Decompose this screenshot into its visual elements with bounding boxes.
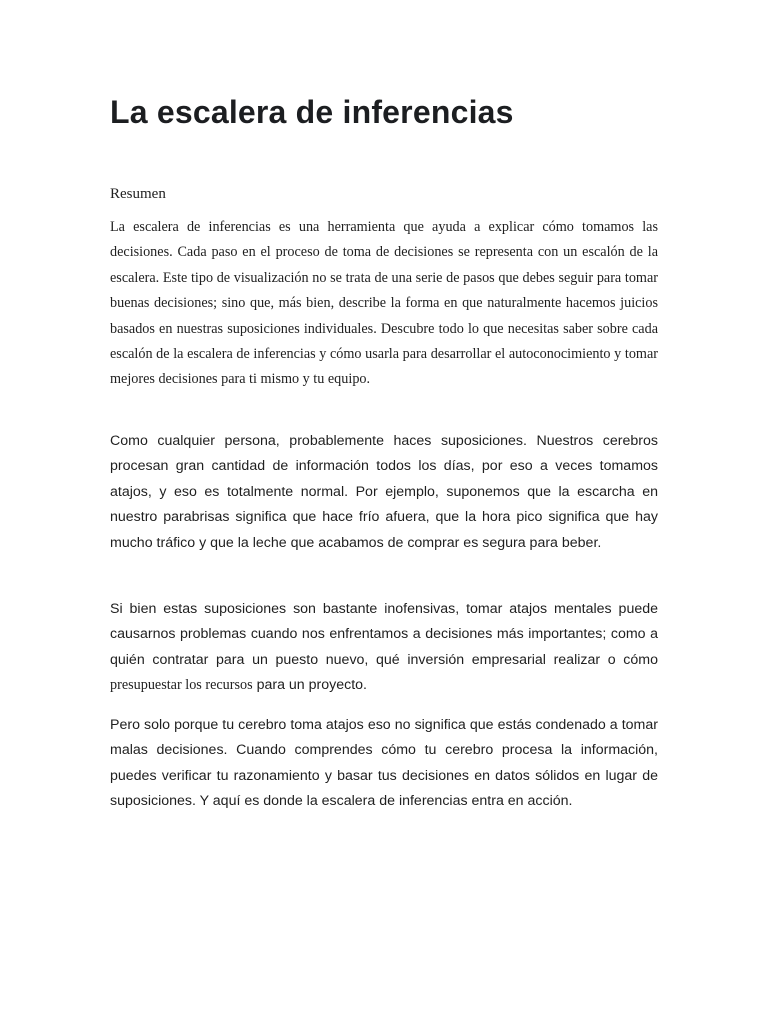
body-paragraph-2-serif-phrase: presupuestar los recursos bbox=[110, 677, 253, 694]
body-paragraph-3: Pero solo porque tu cerebro toma atajos eso no significa que estás condenado a tomar malas decisiones. Cuando comprendes cómo tu cerebro procesa la información, puedes verificar tu razonamiento y basar tus decisiones en datos sólidos en lugar de suposiciones. Y aquí es donde la escalera de inferencias entra en acción. bbox=[110, 717, 658, 810]
summary-heading: Resumen bbox=[110, 186, 166, 202]
body-paragraph-2 bbox=[110, 597, 658, 699]
body-paragraph-1: Como cualquier persona, probablemente haces suposiciones. Nuestros cerebros procesan gran cantidad de información todos los días, por eso a veces tomamos atajos, y eso es totalmente normal. Por ejemplo, suponemos que la escarcha en nuestro parabrisas significa que hace frío afuera, que la hora pico significa que hay mucho tráfico y que la leche que acabamos de comprar es segura para beber. bbox=[110, 433, 658, 551]
body-paragraph-2-end: para un proyecto. bbox=[252, 677, 367, 694]
body-paragraph-2-start: Si bien estas suposiciones son bastante inofensivas, tomar atajos mentales puede causarnos problemas cuando nos enfrentamos a decisiones más importantes; como a quién contratar para un puesto nuevo, qué inversión empresarial realizar o cómo bbox=[110, 601, 658, 668]
document-title: La escalera de inferencias bbox=[110, 94, 514, 130]
summary-paragraph: La escalera de inferencias es una herramienta que ayuda a explicar cómo tomamos las decisiones. Cada paso en el proceso de toma de decisiones se representa con un escalón de la escalera. Este tipo de visualización no se trata de una serie de pasos que debes seguir para tomar buenas decisiones; sino que, más bien, describe la forma en que naturalmente hacemos juicios basados en nuestras suposiciones individuales. Descubre todo lo que necesitas saber sobre cada escalón de la escalera de inferencias y cómo usarla para desarrollar el autoconocimiento y tomar mejores decisiones para ti mismo y tu equipo. bbox=[110, 219, 658, 388]
